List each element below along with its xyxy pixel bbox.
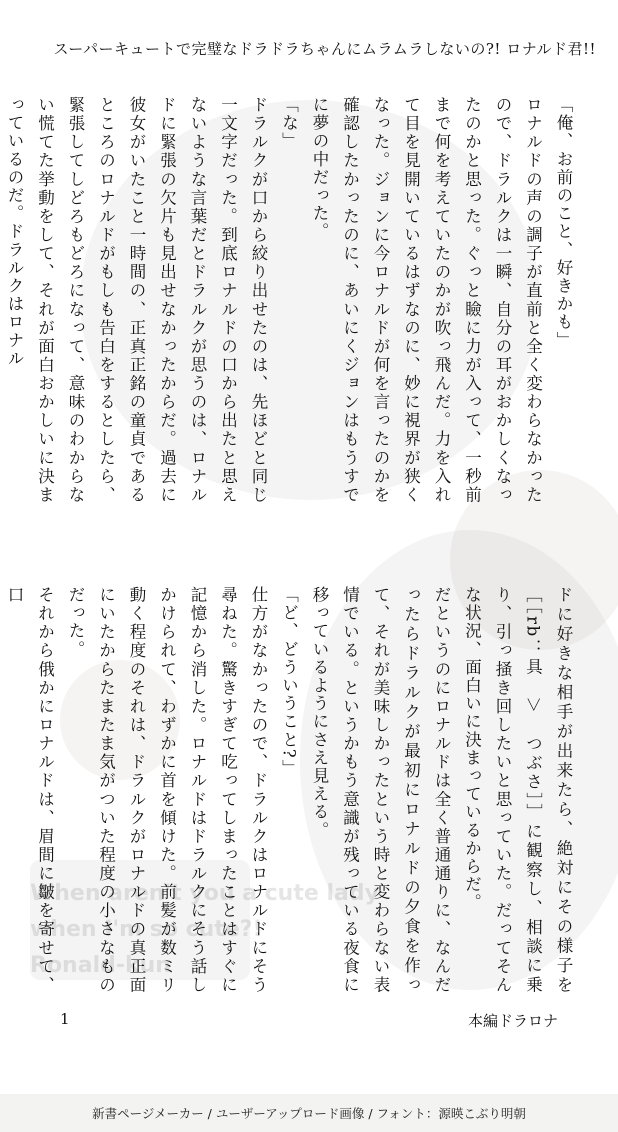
paragraph: だというのにロナルドは全く普通通りに、なんだったらドラルクが最初にロナルドの夕食を作って、それが美味しかったという時と変わらない表情でいる。というかもう意識が残っている夜食に移っているようにさえ見える。 (310, 586, 451, 994)
paragraph: ドに好きな相手が出来たら、絶対にその様子を［［rb：具 ＞ つぶさ］］に観察し、相談に乗り、引っ掻き回したいと思っていた。だってそんな状況、面白いに決まっているからだ。 (462, 586, 573, 994)
paragraph: 「な」 (279, 96, 299, 151)
generator-credit: 新書ページメーカー / ユーザーアップロード画像 / フォント：源暎こぶり明朝 (92, 1106, 526, 1121)
page-number: 1 (60, 1010, 70, 1028)
watermark-line-2: when I'm so cute?! (30, 917, 263, 942)
watermark-line-1: When aren't you a cute lady (30, 881, 379, 906)
running-head: 本編ドラロナ (467, 1012, 558, 1030)
book-title-header: スーパーキュートで完璧なドラドラちゃんにムラムラしないの?! ロナルド君!! (53, 40, 596, 58)
paragraph: ドラルクが口から絞り出せたのは、先ほどと同じ一文字だった。到底ロナルドの口から出たと思えないような言葉だとドラルクが思うのは、ロナルドに緊張の欠片も見出せなかったからだ。過去に彼女がいたこと一時間の、正真正銘の童貞であるところのロナルドがもしも告白をするとしたら、緊張してしどろもどろになって、意味のわからない慌てた挙動をして、それが面白おかしいに決まっているのだ。ドラルクはロナル (5, 96, 268, 504)
text-column-top (5, 96, 578, 504)
paragraph: それから俄かにロナルドは、眉間に皺を寄せて、口 (5, 586, 55, 994)
text-column-bottom (5, 586, 578, 994)
paragraph: 「ど、どういうこと?」 (279, 586, 299, 778)
paragraph: 「俺、お前のこと、好きかも」 (554, 96, 573, 350)
watermark-line-3: Ronald-kun (30, 953, 171, 978)
paragraph: ロナルドの声の調子が直前と全く変わらなかったので、ドラルクは一瞬、自分の耳がおかしくなったのかと思った。ぐっと瞼に力が入って、一秒前まで何を考えていたのかが吹っ飛んだ。力を入れて目を見開いているはずなのに、妙に視界が狭くなった。ジョンに今ロナルドが何を言ったのかを確認したかったのに、あいにくジョンはもうすでに夢の中だった。 (310, 96, 543, 504)
paragraph: 仕方がなかったので、ドラルクはロナルドにそう尋ねた。驚きすぎて吃ってしまったことはすぐに記憶から消した。ロナルドはドラルクにそう話しかけられて、わずかに首を傾けた。前髪が数ミリ動く程度のそれは、ドラルクがロナルドの真正面にいたからたまたま気がついた程度の小さなものだった。 (66, 586, 268, 994)
